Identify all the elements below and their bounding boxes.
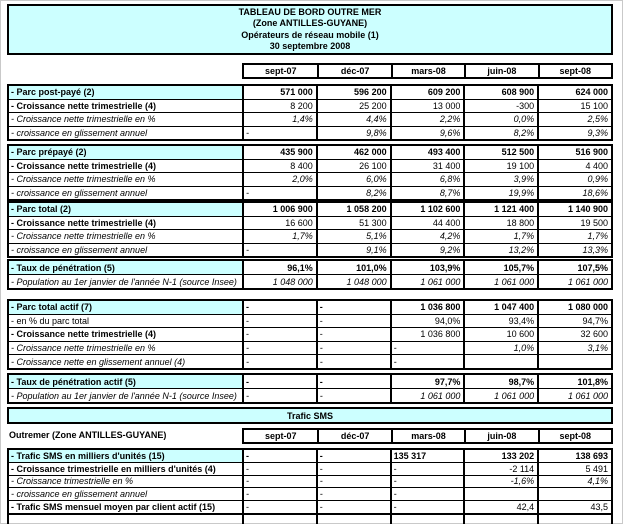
data-cell: - xyxy=(390,501,464,513)
table-row xyxy=(9,172,611,186)
row-label: - Trafic SMS en milliers d'unités (15) xyxy=(9,450,242,462)
data-cell: 42,4 xyxy=(463,501,537,513)
row-label: - Trafic SMS mensuel moyen par client actif (15) xyxy=(9,501,242,513)
column-header-row xyxy=(242,63,613,79)
data-cell: - xyxy=(242,342,316,355)
data-cell: 6,0% xyxy=(316,173,390,186)
row-label: - Croissance nette trimestrielle en % xyxy=(9,230,242,243)
report-title-line: TABLEAU DE BORD OUTRE MER xyxy=(238,6,382,17)
data-cell: - xyxy=(242,501,316,513)
data-cell: - xyxy=(316,342,390,355)
data-cell: 1 080 000 xyxy=(537,301,611,314)
data-cell: 13,3% xyxy=(537,244,611,257)
data-cell: 8,2% xyxy=(316,187,390,200)
row-label: - Croissance nette trimestrielle en % xyxy=(9,342,242,355)
table-row xyxy=(9,341,611,355)
data-cell: - xyxy=(242,463,316,475)
row-label: - croissance en glissement annuel xyxy=(9,187,242,200)
data-cell: 9,1% xyxy=(316,244,390,257)
data-cell: 93,4% xyxy=(463,315,537,328)
data-cell: 5,1% xyxy=(316,230,390,243)
block-taux-penetration-actif xyxy=(7,373,613,404)
data-cell: 1 058 200 xyxy=(316,203,390,216)
data-cell: 6,8% xyxy=(390,173,464,186)
row-label: - croissance en glissement annuel xyxy=(9,244,242,257)
row-label: - Croissance nette trimestrielle (4) xyxy=(9,217,242,230)
data-cell: 133 202 xyxy=(463,450,537,462)
block-parc-prepaye xyxy=(7,144,613,201)
table-row xyxy=(9,159,611,173)
table-row xyxy=(9,146,611,159)
data-cell: - xyxy=(242,127,316,140)
data-cell: - xyxy=(316,328,390,341)
table-row xyxy=(9,375,611,388)
table-row xyxy=(9,450,611,462)
data-cell: 1 036 800 xyxy=(390,328,464,341)
report-title-line: (Zone ANTILLES-GUYANE) xyxy=(252,18,368,28)
data-cell: 4,1% xyxy=(537,476,611,488)
column-header: juin-08 xyxy=(464,430,537,442)
data-cell: -1,6% xyxy=(463,476,537,488)
data-cell: 608 900 xyxy=(463,86,537,99)
data-cell: 571 000 xyxy=(242,86,316,99)
data-cell: 9,6% xyxy=(390,127,464,140)
data-cell: 8,7% xyxy=(390,187,464,200)
data-cell: - xyxy=(316,301,390,314)
row-label: - Taux de pénétration actif (5) xyxy=(9,375,242,388)
data-cell: 1,7% xyxy=(242,230,316,243)
data-cell: 32 600 xyxy=(537,328,611,341)
data-cell: - xyxy=(316,488,390,500)
table-row xyxy=(9,126,611,140)
block-parc-post-paye xyxy=(7,84,613,141)
table-row xyxy=(9,112,611,126)
column-header: sept-08 xyxy=(538,65,611,77)
data-cell: 31 400 xyxy=(390,160,464,173)
row-label: - Croissance nette trimestrielle (4) xyxy=(9,160,242,173)
data-cell xyxy=(537,355,611,368)
column-header: mars-08 xyxy=(391,65,464,77)
data-cell xyxy=(537,488,611,500)
column-header: sept-07 xyxy=(264,431,297,441)
data-cell: - xyxy=(390,342,464,355)
data-cell: - xyxy=(316,476,390,488)
data-cell: 1 061 000 xyxy=(463,275,537,288)
sms-section-band: Trafic SMS xyxy=(7,407,613,424)
data-cell: - xyxy=(242,488,316,500)
row-label: - Croissance nette trimestrielle en % xyxy=(9,173,242,186)
data-cell: 19,9% xyxy=(463,187,537,200)
data-cell: 1,4% xyxy=(242,113,316,126)
data-cell: 43,5 xyxy=(537,501,611,513)
data-cell: 101,8% xyxy=(537,375,611,388)
block-parc-total xyxy=(7,201,613,258)
data-cell: 94,7% xyxy=(537,315,611,328)
data-cell: 98,7% xyxy=(463,375,537,388)
table-row xyxy=(9,327,611,341)
data-cell: - xyxy=(242,389,316,402)
data-cell: 0,0% xyxy=(463,113,537,126)
data-cell: 2,0% xyxy=(242,173,316,186)
data-cell: - xyxy=(316,501,390,513)
table-row xyxy=(9,388,611,402)
data-cell: - xyxy=(242,301,316,314)
data-cell: - xyxy=(316,355,390,368)
data-cell: - xyxy=(242,355,316,368)
data-cell: 10 600 xyxy=(463,328,537,341)
data-cell: 1 061 000 xyxy=(537,389,611,402)
data-cell: 13,2% xyxy=(463,244,537,257)
data-cell: 1 102 600 xyxy=(390,203,464,216)
table-row xyxy=(9,274,611,288)
data-cell: 435 900 xyxy=(242,146,316,159)
data-cell: -2 114 xyxy=(463,463,537,475)
data-cell: -300 xyxy=(463,100,537,113)
table-row xyxy=(9,314,611,328)
data-cell: 516 900 xyxy=(537,146,611,159)
data-cell: 15 100 xyxy=(537,100,611,113)
data-cell: - xyxy=(316,315,390,328)
data-cell: 26 100 xyxy=(316,160,390,173)
column-header: sept-07 xyxy=(264,66,297,76)
report-title xyxy=(7,4,613,55)
data-cell: 1 048 000 xyxy=(316,275,390,288)
data-cell: 19 500 xyxy=(537,217,611,230)
data-cell: 1 061 000 xyxy=(537,275,611,288)
data-cell: 609 200 xyxy=(390,86,464,99)
data-cell: - xyxy=(242,187,316,200)
table-row xyxy=(9,203,611,216)
data-cell: - xyxy=(316,450,390,462)
data-cell: 18,6% xyxy=(537,187,611,200)
data-cell: 1 047 400 xyxy=(463,301,537,314)
data-cell: 1,0% xyxy=(463,342,537,355)
data-cell: - xyxy=(390,463,464,475)
data-cell: 1 061 000 xyxy=(390,275,464,288)
data-cell: - xyxy=(242,315,316,328)
data-cell: 1 048 000 xyxy=(242,275,316,288)
table-row xyxy=(9,500,611,513)
data-cell: 1,7% xyxy=(537,230,611,243)
report-title-line: Opérateurs de réseau mobile (1) xyxy=(241,29,379,40)
row-label: - Croissance nette en glissement annuel (4) xyxy=(9,355,242,368)
data-cell: 4,2% xyxy=(390,230,464,243)
row-label: - Croissance nette trimestrielle en % xyxy=(9,113,242,126)
data-cell: 0,9% xyxy=(537,173,611,186)
row-label: - Croissance trimestrielle en % xyxy=(9,476,242,488)
row-label: - croissance en glissement annuel xyxy=(9,488,242,500)
data-cell: 101,0% xyxy=(316,261,390,274)
row-label: - Taux de pénétration (5) xyxy=(9,261,242,274)
data-cell: 18 800 xyxy=(463,217,537,230)
block-trafic-sms xyxy=(7,448,613,515)
data-cell: 97,7% xyxy=(390,375,464,388)
row-label: - Parc total (2) xyxy=(9,203,242,216)
data-cell xyxy=(463,488,537,500)
cutoff-next-block xyxy=(7,515,613,524)
data-cell: 624 000 xyxy=(537,86,611,99)
data-cell: 1 036 800 xyxy=(390,301,464,314)
data-cell: - xyxy=(242,375,316,388)
column-header: sept-08 xyxy=(538,430,611,442)
data-cell: - xyxy=(242,244,316,257)
table-row xyxy=(9,243,611,257)
data-cell: 1 121 400 xyxy=(463,203,537,216)
column-header: déc-07 xyxy=(317,430,390,442)
data-cell: 1 006 900 xyxy=(242,203,316,216)
table-row xyxy=(9,216,611,230)
data-cell: - xyxy=(316,389,390,402)
row-label: - Population au 1er janvier de l'année N-1 (source Insee) xyxy=(9,275,242,288)
data-cell: - xyxy=(242,476,316,488)
row-label: - Croissance trimestrielle en milliers d'unités (4) xyxy=(9,463,242,475)
data-cell: 3,1% xyxy=(537,342,611,355)
data-cell: 16 600 xyxy=(242,217,316,230)
data-cell: 103,9% xyxy=(390,261,464,274)
table-row xyxy=(9,475,611,488)
data-cell: 51 300 xyxy=(316,217,390,230)
data-cell xyxy=(463,355,537,368)
data-cell: 107,5% xyxy=(537,261,611,274)
data-cell: - xyxy=(390,488,464,500)
data-cell: - xyxy=(242,450,316,462)
row-label: - Population au 1er janvier de l'année N-1 (source Insee) xyxy=(9,389,242,402)
data-cell: 135 317 xyxy=(390,450,464,462)
table-row xyxy=(9,99,611,113)
data-cell: 5 491 xyxy=(537,463,611,475)
sms-owner-label: Outremer (Zone ANTILLES-GUYANE) xyxy=(9,430,167,440)
block-parc-total-actif xyxy=(7,299,613,370)
row-label: - Croissance nette trimestrielle (4) xyxy=(9,328,242,341)
data-cell: - xyxy=(242,328,316,341)
data-cell: 105,7% xyxy=(463,261,537,274)
data-cell: 44 400 xyxy=(390,217,464,230)
data-cell: 4,4% xyxy=(316,113,390,126)
table-row xyxy=(9,487,611,500)
row-label: - croissance en glissement annuel xyxy=(9,127,242,140)
row-label: - en % du parc total xyxy=(9,315,242,328)
data-cell: 512 500 xyxy=(463,146,537,159)
data-cell: 1,7% xyxy=(463,230,537,243)
block-taux-penetration xyxy=(7,259,613,290)
table-row xyxy=(9,186,611,200)
data-cell: 1 061 000 xyxy=(390,389,464,402)
data-cell: 94,0% xyxy=(390,315,464,328)
data-cell: 138 693 xyxy=(537,450,611,462)
data-cell: 462 000 xyxy=(316,146,390,159)
column-header: mars-08 xyxy=(391,430,464,442)
data-cell: 4 400 xyxy=(537,160,611,173)
data-cell: - xyxy=(390,355,464,368)
data-cell: 25 200 xyxy=(316,100,390,113)
report-title-line: 30 septembre 2008 xyxy=(269,41,351,51)
data-cell: 2,5% xyxy=(537,113,611,126)
column-header: déc-07 xyxy=(317,65,390,77)
table-row xyxy=(9,261,611,274)
row-label: - Parc post-payé (2) xyxy=(9,86,242,99)
data-cell: 19 100 xyxy=(463,160,537,173)
data-cell: 13 000 xyxy=(390,100,464,113)
data-cell: 2,2% xyxy=(390,113,464,126)
data-cell: 9,2% xyxy=(390,244,464,257)
data-cell: - xyxy=(316,375,390,388)
data-cell: 493 400 xyxy=(390,146,464,159)
table-row xyxy=(9,301,611,314)
data-cell: 8 200 xyxy=(242,100,316,113)
table-row xyxy=(9,86,611,99)
data-cell: 9,3% xyxy=(537,127,611,140)
row-label: - Parc total actif (7) xyxy=(9,301,242,314)
table-row xyxy=(9,354,611,368)
data-cell: 8,2% xyxy=(463,127,537,140)
data-cell: 596 200 xyxy=(316,86,390,99)
table-row xyxy=(9,462,611,475)
data-cell: 1 140 900 xyxy=(537,203,611,216)
table-row xyxy=(9,229,611,243)
data-cell: - xyxy=(316,463,390,475)
row-label: - Croissance nette trimestrielle (4) xyxy=(9,100,242,113)
data-cell: 3,9% xyxy=(463,173,537,186)
row-label: - Parc prépayé (2) xyxy=(9,146,242,159)
data-cell: 1 061 000 xyxy=(463,389,537,402)
column-header: juin-08 xyxy=(464,65,537,77)
data-cell: 96,1% xyxy=(242,261,316,274)
column-header-row xyxy=(242,428,613,444)
data-cell: 8 400 xyxy=(242,160,316,173)
data-cell: 9,8% xyxy=(316,127,390,140)
data-cell: - xyxy=(390,476,464,488)
